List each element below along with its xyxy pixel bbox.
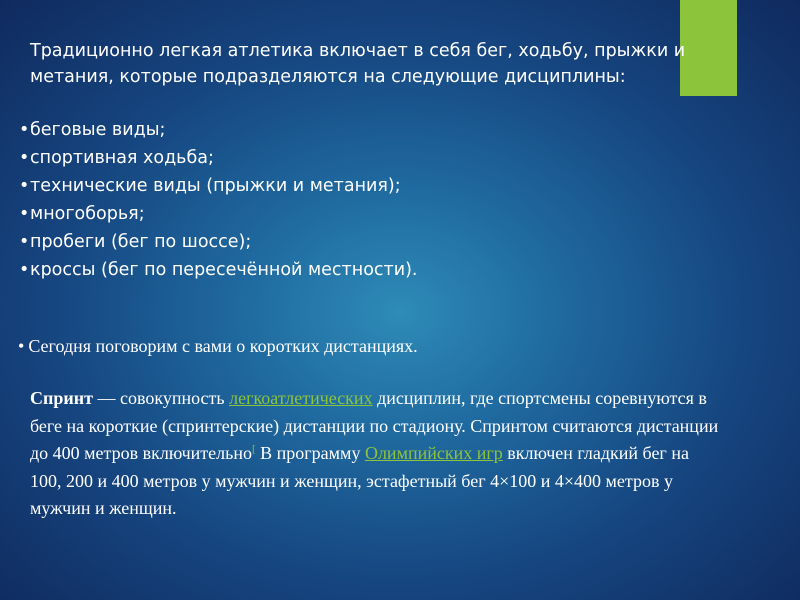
today-paragraph <box>18 334 418 358</box>
bullet-icon: • <box>18 336 25 356</box>
list-item: • спортивная ходьба; <box>0 144 600 172</box>
list-item: • технические виды (прыжки и метания); <box>0 172 600 200</box>
sprint-paragraph <box>30 385 720 523</box>
today-text: Сегодня поговорим с вами о коротких дистанциях. <box>28 336 418 356</box>
footnote-ref[interactable]: [ <box>251 443 256 455</box>
list-item: • беговые виды; <box>0 116 600 144</box>
sprint-term: Спринт <box>30 388 93 408</box>
olympic-games-link[interactable]: Олимпийских игр <box>364 443 503 463</box>
sprint-text-2: дисциплин, где спортсмены соревнуются в беге на короткие (спринтерские) дистанции по стадиону. Спринтом считаются дистанции до 400 метров включительно <box>30 388 719 463</box>
disciplines-list <box>0 116 600 284</box>
athletics-link[interactable]: легкоатлетических <box>229 388 373 408</box>
sprint-text-3: В программу <box>255 443 365 463</box>
intro-paragraph: Традиционно легкая атлетика включает в себя бег, ходьбу, прыжки и метания, которые подразделяются на следующие дисциплины: <box>30 41 686 87</box>
list-item: • пробеги (бег по шоссе); <box>0 228 600 256</box>
sprint-text-1: — совокупность <box>92 388 230 408</box>
list-item: • многоборья; <box>0 200 600 228</box>
list-item: • кроссы (бег по пересечённой местности). <box>0 256 600 284</box>
sprint-text-4: включен гладкий бег на 100, 200 и 400 метров у мужчин и женщин, эстафетный бег 4×100 и 4×400 метров у мужчин и женщин. <box>30 443 689 518</box>
